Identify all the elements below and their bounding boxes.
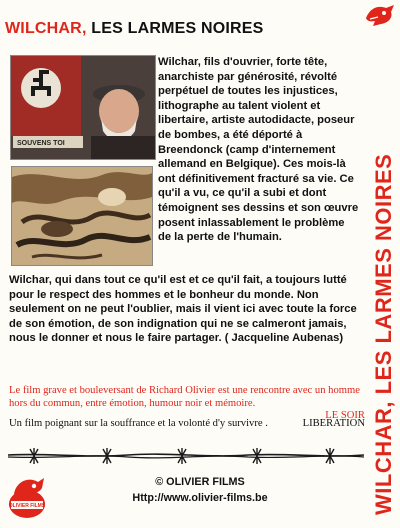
review-liberation [9, 418, 365, 429]
title-name: WILCHAR, [5, 20, 87, 37]
title-subtitle: LES LARMES NOIRES [86, 20, 264, 37]
banner-text: SOUVENS TOI [17, 140, 65, 147]
biography-paragraph-1: Wilchar, fils d'ouvrier, forte tête, anarchiste par générosité, révolté perpétuel de toutes les injustices, lithographe au talent violent et libertaire, artiste autodidacte, poseur de bombes, a été déporté à Breendonck (camp d'internement allemand en Belgique). Ces mois-là ont définitivement fracturé sa vie. Ce qu'il a vu, ce qu'il a subi et dont témoignent ses dessins et son œuvre posent inlassablement le problème de la perte de l'humain. [158, 56, 359, 244]
page-title [5, 20, 264, 38]
barbed-wire-divider [8, 446, 364, 466]
logo-text: OLIVIER FILMS [8, 503, 46, 509]
website-link[interactable]: Http://www.olivier-films.be [132, 492, 268, 504]
photo-wilchar-portrait [10, 55, 156, 160]
review-source: LE SOIR [325, 410, 365, 422]
photo-wilchar-artwork [11, 166, 153, 266]
vertical-title: WILCHAR, LES LARMES NOIRES [371, 153, 396, 515]
biography-paragraph-2: Wilchar, qui dans tout ce qu'il est et ce qu'il fait, a toujours lutté pour le respect des hommes et le bonheur du monde. Non seulement on ne peut l'oublier, mais il vient ici avec toute la force de son émotion, de son indignation qui ne se calmeront jamais, nous le donner et nous le faire partager. ( Jacqueline Aubenas) [9, 274, 357, 345]
review-quote: Un film poignant sur la souffrance et la volonté d'y survivre . [9, 418, 268, 429]
review-source: LIBERATION [302, 418, 365, 429]
copyright-credit: © OLIVIER FILMS [155, 476, 245, 488]
review-quote: Le film grave et bouleversant de Richard Olivier est une rencontre avec un homme hors du commun, entre émotion, humour noir et mémoire. [9, 385, 360, 409]
olivier-films-logo-icon [364, 2, 396, 28]
